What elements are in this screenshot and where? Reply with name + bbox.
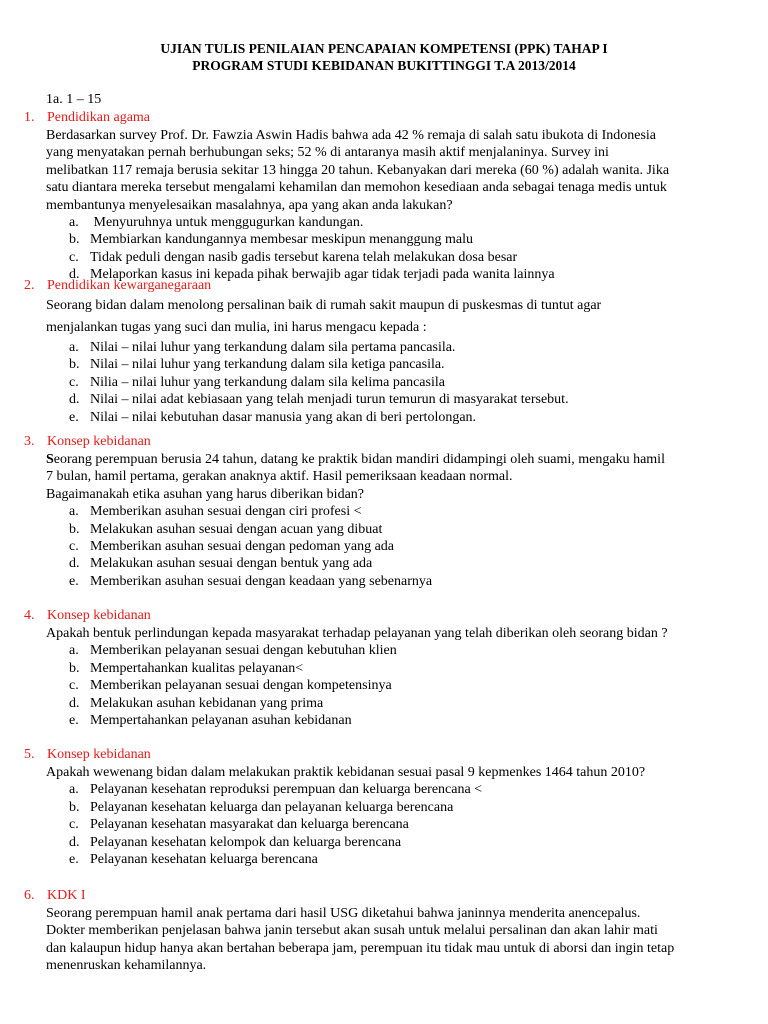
answer-option[interactable] <box>69 851 724 868</box>
option-text: Nilia – nilai luhur yang terkandung dalam sila kelima pancasila <box>90 374 445 390</box>
question-range-label: 1a. 1 – 15 <box>46 92 102 107</box>
answer-option[interactable] <box>69 374 724 391</box>
answer-option[interactable] <box>69 356 724 373</box>
option-text: Pelayanan kesehatan keluarga dan pelayanan keluarga berencana <box>90 799 454 815</box>
option-text: Melakukan asuhan sesuai dengan acuan yang dibuat <box>90 521 383 537</box>
question-stem <box>46 905 746 975</box>
stem-line: Berdasarkan survey Prof. Dr. Fawzia Aswin Hadis bahwa ada 42 % remaja di salah satu ibukota di Indonesia <box>46 128 657 143</box>
answer-option[interactable] <box>69 781 724 798</box>
answer-option[interactable] <box>69 249 724 266</box>
stem-line <box>46 451 746 468</box>
option-text: Memberikan asuhan sesuai dengan keadaan yang sebenarnya <box>90 573 433 589</box>
option-text: Menyuruhnya untuk menggugurkan kandungan. <box>90 215 364 231</box>
question-topic: Konsep kebidanan <box>47 434 151 449</box>
option-letter: b. <box>69 521 80 537</box>
option-letter: c. <box>69 678 79 694</box>
answer-option[interactable] <box>69 816 724 833</box>
answer-options <box>69 781 724 868</box>
stem-line: menenruskan kehamilannya. <box>46 958 207 974</box>
answer-options <box>69 214 724 284</box>
question-number: 4. <box>24 608 35 623</box>
option-letter: c. <box>69 374 79 390</box>
question-number: 6. <box>24 888 35 903</box>
option-text: Melakukan asuhan sesuai dengan bentuk yang ada <box>90 556 373 572</box>
option-letter: e. <box>69 851 79 867</box>
option-letter: d. <box>69 267 80 283</box>
option-letter: b. <box>69 660 80 676</box>
stem-line: 7 bulan, hamil pertama, gerakan anaknya aktif. Hasil pemeriksaan keadaan normal. <box>46 469 513 485</box>
answer-option[interactable] <box>69 538 724 555</box>
option-letter: e. <box>69 409 79 425</box>
question-2 <box>24 277 724 426</box>
question-number: 2. <box>24 278 35 293</box>
option-letter: d. <box>69 695 80 711</box>
stem-line: satu diantara mereka tersebut mengalami kehamilan dan memohon kesediaan anda sebagai tenaga medis untuk <box>46 180 667 196</box>
answer-option[interactable] <box>69 214 724 231</box>
option-letter: a. <box>69 643 79 659</box>
answer-option[interactable] <box>69 339 724 356</box>
stem-line: Apakah wewenang bidan dalam melakukan praktik kebidanan sesuai pasal 9 kepmenkes 1464 tahun 2010? <box>46 765 646 780</box>
answer-options <box>69 642 724 729</box>
stem-line: membantunya menyelesaikan masalahnya, apa yang akan anda lakukan? <box>46 197 453 213</box>
stem-line: Bagaimanakah etika asuhan yang harus diberikan bidan? <box>46 486 364 502</box>
question-stem <box>46 764 746 781</box>
question-number: 3. <box>24 434 35 449</box>
question-stem <box>46 295 746 339</box>
answer-option[interactable] <box>69 695 724 712</box>
answer-option[interactable] <box>69 712 724 729</box>
option-text: Pelayanan kesehatan kelompok dan keluarga berencana <box>90 834 402 850</box>
option-letter: a. <box>69 340 79 355</box>
option-letter: d. <box>69 392 80 408</box>
question-heading <box>24 607 724 625</box>
answer-option[interactable] <box>69 521 724 538</box>
stem-line: Seorang perempuan hamil anak pertama dari hasil USG diketahui bahwa janinnya menderita anencepalus. <box>46 906 641 921</box>
option-text: Melakukan asuhan kebidanan yang prima <box>90 695 324 711</box>
option-letter: c. <box>69 249 79 265</box>
option-letter: a. <box>69 215 79 231</box>
answer-option[interactable] <box>69 503 724 520</box>
question-heading <box>24 887 724 905</box>
option-text: Pelayanan kesehatan reproduksi perempuan dan keluarga berencana < <box>90 782 483 798</box>
stem-line: Dokter memberikan penjelasan bahwa janin tersebut akan susah untuk melalui persalinan dan akan lahir mati <box>46 923 658 939</box>
option-letter: a. <box>69 504 79 520</box>
question-heading <box>24 746 724 764</box>
stem-line-text: eorang perempuan berusia 24 tahun, datang ke praktik bidan mandiri didampingi oleh suami, mengaku hamil <box>53 452 665 467</box>
question-topic: Konsep kebidanan <box>47 608 151 623</box>
option-text: Nilai – nilai luhur yang terkandung dalam sila ketiga pancasila. <box>90 357 445 373</box>
answer-option[interactable] <box>69 409 724 426</box>
option-letter: d. <box>69 556 80 572</box>
answer-option[interactable] <box>69 834 724 851</box>
option-text: Mempertahankan pelayanan asuhan kebidanan <box>90 712 352 728</box>
stem-initial: S <box>46 452 54 467</box>
option-letter: b. <box>69 232 80 248</box>
question-topic: Konsep kebidanan <box>47 747 151 762</box>
question-heading <box>24 433 724 451</box>
question-heading <box>24 109 724 127</box>
question-number: 1. <box>24 110 35 125</box>
question-6 <box>24 887 724 975</box>
question-topic: Pendidikan kewarganegaraan <box>47 278 212 293</box>
option-letter: c. <box>69 539 79 554</box>
question-4 <box>24 607 724 729</box>
option-text: Nilai – nilai kebutuhan dasar manusia yang akan di beri pertolongan. <box>90 409 477 425</box>
stem-line: yang menyatakan pernah berhubungan seks; 52 % di antaranya masih aktif menjalaninya. Survey ini <box>46 145 609 161</box>
answer-option[interactable] <box>69 799 724 816</box>
option-letter: c. <box>69 817 79 833</box>
option-text: Mempertahankan kualitas pelayanan< <box>90 660 304 676</box>
option-text: Memberikan asuhan sesuai dengan ciri profesi < <box>90 504 362 520</box>
program-title: PROGRAM STUDI KEBIDANAN BUKITTINGGI T.A 2013/2014 <box>192 58 576 73</box>
answer-options <box>69 339 724 426</box>
option-letter: e. <box>69 712 79 728</box>
option-letter: a. <box>69 782 79 798</box>
option-letter: e. <box>69 573 79 589</box>
question-heading <box>24 277 724 295</box>
question-topic: Pendidikan agama <box>47 110 151 125</box>
answer-options <box>69 503 724 590</box>
answer-option[interactable] <box>69 231 724 248</box>
question-number: 5. <box>24 747 35 762</box>
answer-option[interactable] <box>69 391 724 408</box>
stem-line: Apakah bentuk perlindungan kepada masyarakat terhadap pelayanan yang telah diberikan oleh seorang bidan ? <box>46 626 668 641</box>
question-1 <box>24 109 724 284</box>
option-letter: d. <box>69 834 80 850</box>
question-stem <box>46 451 746 503</box>
option-text: Membiarkan kandungannya membesar meskipun menanggung malu <box>90 232 473 248</box>
answer-option[interactable] <box>69 573 724 590</box>
question-stem <box>46 625 746 642</box>
exam-title: UJIAN TULIS PENILAIAN PENCAPAIAN KOMPETENSI (PPK) TAHAP I <box>160 41 608 56</box>
stem-line: menjalankan tugas yang suci dan mulia, ini harus mengacu kepada : <box>46 320 427 335</box>
option-letter: b. <box>69 799 80 815</box>
option-text: Tidak peduli dengan nasib gadis tersebut karena telah melakukan dosa besar <box>90 249 518 265</box>
option-text: Memberikan pelayanan sesuai dengan kompetensinya <box>90 678 392 694</box>
question-stem <box>46 127 746 214</box>
question-3 <box>24 433 724 590</box>
stem-line: melibatkan 117 remaja berusia sekitar 13 hingga 20 tahun. Kebanyakan dari mereka (60 %) adalah wanita. Jika <box>46 162 670 178</box>
answer-option[interactable] <box>69 642 724 659</box>
option-text: Memberikan asuhan sesuai dengan pedoman yang ada <box>90 539 395 554</box>
stem-line: Seorang bidan dalam menolong persalinan baik di rumah sakit maupun di puskesmas di tuntut agar <box>46 298 602 313</box>
question-topic: KDK I <box>47 888 86 903</box>
stem-line: dan kalaupun hidup hanya akan bertahan beberapa jam, perempuan itu tidak mau untuk di aborsi dan ingin tetap <box>46 940 675 956</box>
option-text: Melaporkan kasus ini kepada pihak berwajib agar tidak terjadi pada wanita lainnya <box>90 267 555 283</box>
answer-option[interactable] <box>69 555 724 572</box>
answer-option[interactable] <box>69 660 724 677</box>
question-5 <box>24 746 724 868</box>
answer-option[interactable] <box>69 677 724 694</box>
option-text: Nilai – nilai adat kebiasaan yang telah menjadi turun temurun di masyarakat tersebut. <box>90 392 569 408</box>
option-letter: b. <box>69 357 80 373</box>
option-text: Pelayanan kesehatan keluarga berencana <box>90 851 318 867</box>
option-text: Nilai – nilai luhur yang terkandung dalam sila pertama pancasila. <box>90 340 456 355</box>
option-text: Pelayanan kesehatan masyarakat dan keluarga berencana <box>90 817 409 833</box>
option-text: Memberikan pelayanan sesuai dengan kebutuhan klien <box>90 643 397 659</box>
